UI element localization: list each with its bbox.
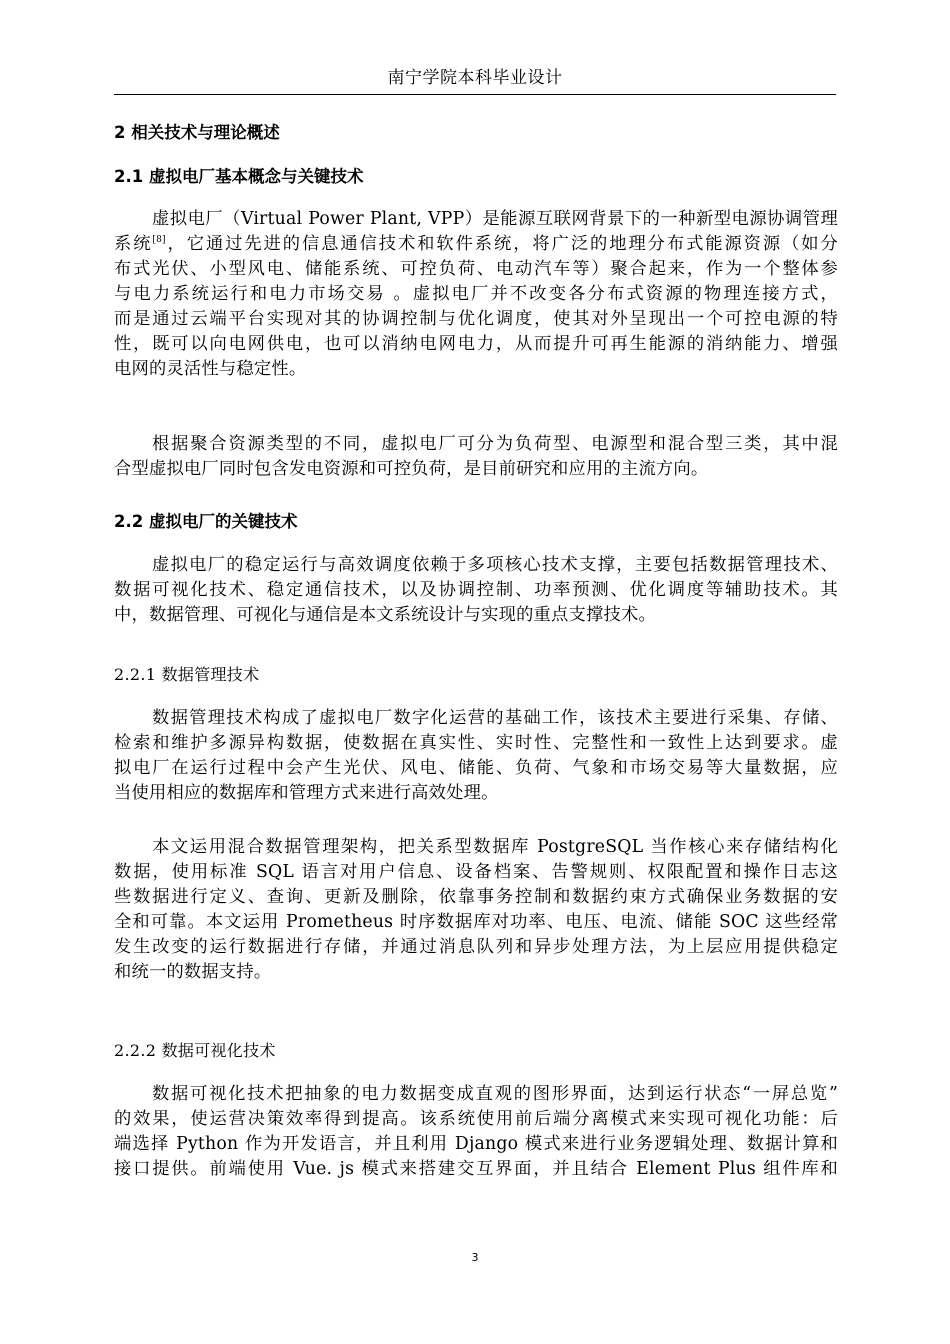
page-header-title: 南宁学院本科毕业设计 [387,68,563,88]
text-fragment: ，它通过先进的信息通信技术和软件系统，将广泛的地理分布式能源资源（如分 [165,234,838,254]
text-line: 电网的灵活性与稳定性。 [114,359,307,379]
text-line: 而是通过云端平台实现对其的协调控制与优化调度，使其对外呈现出一个可控电源的特 [114,309,838,329]
paragraph-2-2-1-1 [114,706,838,806]
text-line: 数据管理技术构成了虚拟电厂数字化运营的基础工作，该技术主要进行采集、存储、 [152,708,838,728]
text-line: 数据可视化技术把抽象的电力数据变成直观的图形界面，达到运行状态“一屏总览” [152,1084,838,1104]
section-2-heading: 2 相关技术与理论概述 [114,123,280,142]
text-line: 的效果，使运营决策效率得到提高。该系统使用前后端分离模式来实现可视化功能：后 [114,1109,838,1129]
text-line: 端选择 Python 作为开发语言，并且利用 Django 模式来进行业务逻辑处理、数据计算和 [114,1134,838,1154]
text-line: 全和可靠。本文运用 Prometheus 时序数据库对功率、电压、电流、储能 SOC 这些经常 [114,912,838,932]
text-line: 接口提供。前端使用 Vue. js 模式来搭建交互界面，并且结合 Element Plus 组件库和 [114,1159,838,1179]
text-line: 合型虚拟电厂同时包含发电资源和可控负荷，是目前研究和应用的主流方向。 [114,459,709,479]
section-2-2-1-heading: 2.2.1 数据管理技术 [114,665,260,684]
paragraph-2-1-2 [114,432,838,482]
text-fragment: 系统 [114,234,153,254]
citation-ref: [8] [152,235,166,245]
text-line: 拟电厂在运行过程中会产生光伏、风电、储能、负荷、气象和市场交易等大量数据，应 [114,758,838,778]
text-line: 当使用相应的数据库和管理方式来进行高效处理。 [114,783,499,803]
paragraph-2-2-2-1 [114,1082,838,1182]
text-line [114,232,838,257]
paragraph-2-1-1 [114,207,838,382]
text-line: 些数据进行定义、查询、更新及删除，依靠事务控制和数据约束方式确保业务数据的安 [114,887,838,907]
text-line: 虚拟电厂（Virtual Power Plant, VPP）是能源互联网背景下的一种新型电源协调管理 [152,209,838,229]
paragraph-2-2-1-2 [114,835,838,985]
header-rule [114,94,836,95]
page-number: 3 [471,1251,479,1264]
text-line: 根据聚合资源类型的不同，虚拟电厂可分为负荷型、电源型和混合型三类，其中混 [152,434,838,454]
text-line: 发生改变的运行数据进行存储，并通过消息队列和异步处理方法，为上层应用提供稳定 [114,937,838,957]
text-line: 虚拟电厂的稳定运行与高效调度依赖于多项核心技术支撑，主要包括数据管理技术、 [152,555,838,575]
text-line: 与电力系统运行和电力市场交易 。虚拟电厂并不改变各分布式资源的物理连接方式， [114,284,838,304]
text-line: 数据，使用标准 SQL 语言对用户信息、设备档案、告警规则、权限配置和操作日志这 [114,862,838,882]
text-line: 和统一的数据支持。 [114,962,272,982]
text-line: 性，既可以向电网供电，也可以消纳电网电力，从而提升可再生能源的消纳能力、增强 [114,334,838,354]
text-line: 布式光伏、小型风电、储能系统、可控负荷、电动汽车等）聚合起来，作为一个整体参 [114,259,838,279]
paragraph-2-2-1 [114,553,838,628]
text-line: 数据可视化技术、稳定通信技术，以及协调控制、功率预测、优化调度等辅助技术。其 [114,580,838,600]
text-line: 中，数据管理、可视化与通信是本文系统设计与实现的重点支撑技术。 [114,605,656,625]
text-line: 检索和维护多源异构数据，使数据在真实性、实时性、完整性和一致性上达到要求。虚 [114,733,838,753]
section-2-1-heading: 2.1 虚拟电厂基本概念与关键技术 [114,167,364,186]
section-2-2-heading: 2.2 虚拟电厂的关键技术 [114,512,298,531]
text-line: 本文运用混合数据管理架构，把关系型数据库 PostgreSQL 当作核心来存储结构化 [152,837,838,857]
section-2-2-2-heading: 2.2.2 数据可视化技术 [114,1041,276,1060]
